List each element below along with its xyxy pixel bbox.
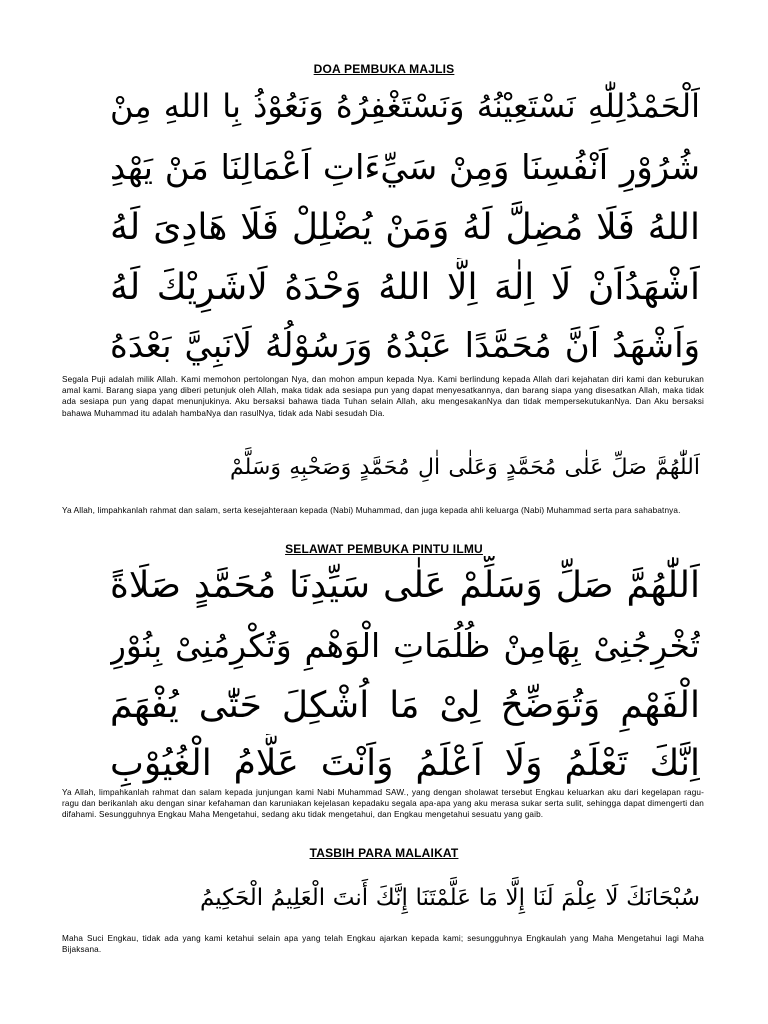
section-heading-doa-pembuka-majlis: DOA PEMBUKA MAJLIS xyxy=(313,62,455,76)
selawat-translation: Ya Allah, limpahkanlah rahmat dan salam, serta kesejahteraan kepada (Nabi) Muhammad, dan juga kepada ahli keluarga (Nabi) Muhammad serta para sahabatnya. xyxy=(62,506,681,515)
arabic-line: اَلْحَمْدُلِلّٰهِ نَسْتَعِيْنُهُ وَنَسْتَغْفِرُهُ وَنَعُوْذُ بِا اللهِ مِنْ xyxy=(110,87,700,125)
arabic-line: تُخْرِجُنِىْ بِهَامِنْ ظُلُمَاتِ الْوَهْمِ وَتُكْرِمُنِىْ بِنُوْرِ xyxy=(110,626,700,665)
arabic-line: اِنَّكَ تَعْلَمُ وَلَا اَعْلَمُ وَاَنْتَ عَلَّامُ الْغُيُوْبِ xyxy=(110,743,700,784)
arabic-line: وَاَشْهَدُ اَنَّ مُحَمَّدًا عَبْدُهُ وَرَسُوْلُهُ لَانَبِيَّ بَعْدَهُ xyxy=(110,326,700,366)
arabic-line: اللهُ فَلَا مُضِلَّ لَهُ وَمَنْ يُضْلِلْ فَلَا هَادِىَ لَهُ xyxy=(110,207,700,248)
arabic-line: اَشْهَدُاَنْ لَا اِلٰهَ اِلَّا اللهُ وَحْدَهُ لَاشَرِيْكَ لَهُ xyxy=(110,267,700,308)
arabic-line: شُرُوْرِ اَنْفُسِنَا وَمِنْ سَيِّءَاتِ اَعْمَالِنَا مَنْ يَهْدِ xyxy=(110,148,700,188)
translation-paragraph: Segala Puji adalah milik Allah. Kami memohon pertolongan Nya, dan mohon ampun kepada Nya. Kami berlindung kepada Allah dari kejahatan diri kami dan keburukan amal kami. Barang siapa yang diberi petunjuk oleh Allah, maka tidak ada sesiapa pun yang dapat menyesatkannya, dan barang siapa yang disesatkan Allah, maka tidak ada sesiapa pun yang dapat menunjukinya. Aku bersaksi bahawa tiada Tuhan selain Allah, aku mengesakanNya dan tidak mempersekutukanNya. Dan Aku bersaksi bahawa Muhammad itu adalah hambaNya dan rasulNya, tidak ada Nabi sesudah Dia. xyxy=(62,375,704,418)
arabic-line: سُبْحَانَكَ لَا عِلْمَ لَنَا إِلَّا مَا عَلَّمْتَنَا إِنَّكَ أَنتَ الْعَلِيمُ الْحَكِيمُ xyxy=(200,885,700,911)
arabic-line: الْفَهْمِ وَتُوَضِّحُ لِىْ مَا اُشْكِلَ حَتّٰى يُفْهَمَ xyxy=(110,685,700,726)
translation-paragraph: Ya Allah, limpahkanlah rahmat dan salam kepada junjungan kami Nabi Muhammad SAW., yang dengan sholawat tersebut Engkau keluarkan aku dari kegelapan ragu-ragu dan berikanlah aku dengan sinar kefahaman dan karuniakan kejelasan kepadaku segala apa-apa yang aku merasa sukar serta sulit, sehingga dapat dimengerti dan difahami. Sesungguhnya Engkau Maha Mengetahui, sedang aku tidak mengetahui, dan Engkau mengetahui sesuatu yang gaib. xyxy=(62,788,704,820)
section-heading-selawat-pembuka-pintu-ilmu: SELAWAT PEMBUKA PINTU ILMU xyxy=(285,542,483,556)
translation-paragraph: Maha Suci Engkau, tidak ada yang kami ketahui selain apa yang telah Engkau ajarkan kepada kami; sesungguhnya Engkaulah yang Maha Mengetahui lagi Maha Bijaksana. xyxy=(62,934,704,955)
section-heading-tasbih-para-malaikat: TASBIH PARA MALAIKAT xyxy=(309,846,459,860)
arabic-line: اَللّٰهُمَّ صَلِّ وَسَلِّمْ عَلٰى سَيِّدِنَا مُحَمَّدٍ صَلَاةً xyxy=(110,565,700,606)
selawat-arabic-line: اَللّٰهُمَّ صَلِّ عَلٰى مُحَمَّدٍ وَعَلٰى اٰلِ مُحَمَّدٍ وَصَحْبِهِ وَسَلَّمْ xyxy=(230,455,700,480)
